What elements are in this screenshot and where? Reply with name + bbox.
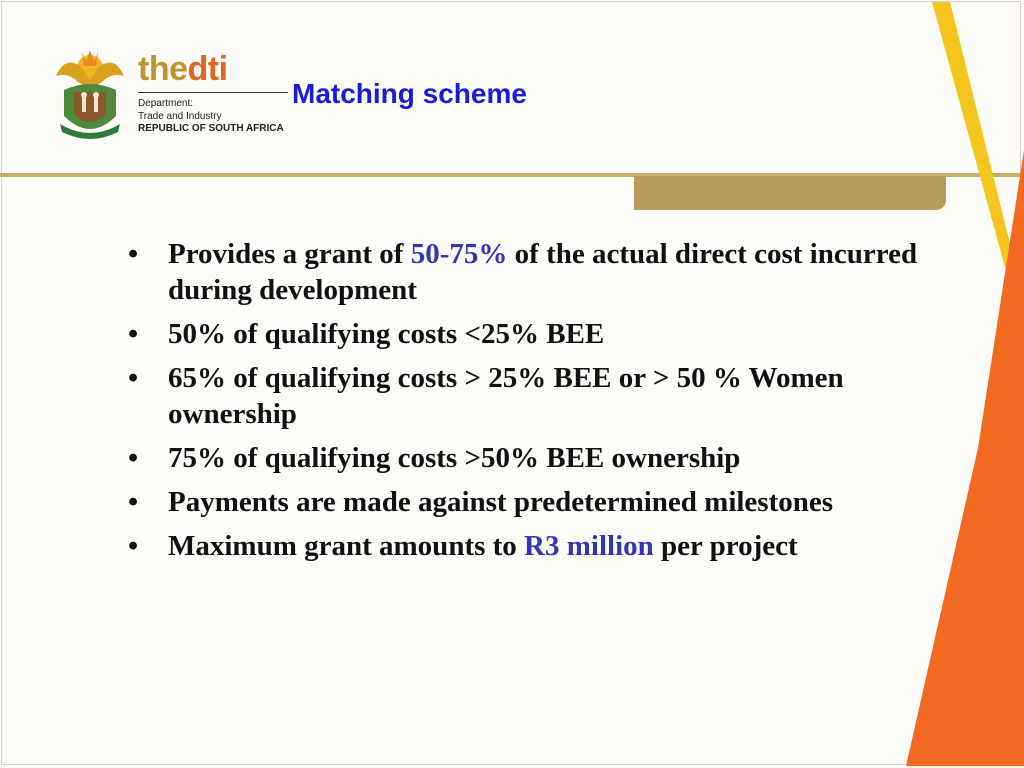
logo-line-department: Department: xyxy=(138,98,194,109)
bullet-item-65-percent xyxy=(128,360,928,432)
logo-department-text xyxy=(138,98,284,136)
bullet-dot-icon: • xyxy=(128,530,139,562)
bullet-list xyxy=(128,236,928,572)
coat-of-arms-icon xyxy=(52,46,128,144)
bullet-text-after: per project xyxy=(653,530,798,562)
bullet-text-before: Maximum grant amounts to xyxy=(168,530,525,562)
slide-title: Matching scheme xyxy=(292,78,527,109)
dti-wordmark xyxy=(138,50,228,88)
bullet-dot-icon: • xyxy=(128,442,139,474)
bullet-item-grant-range xyxy=(128,236,928,308)
bullet-highlight: 50-75% xyxy=(410,238,508,270)
bullet-item-75-percent xyxy=(128,440,928,476)
logo-divider xyxy=(138,92,288,93)
bullet-highlight: R3 million xyxy=(524,530,654,562)
bullet-item-maximum-grant xyxy=(128,528,928,564)
bullet-dot-icon: • xyxy=(128,486,139,518)
logo-line-trade-industry: Trade and Industry xyxy=(138,110,222,122)
bullet-item-payments xyxy=(128,484,928,520)
bullet-dot-icon: • xyxy=(128,362,139,394)
bullet-text: 50% of qualifying costs <25% BEE xyxy=(168,318,605,350)
bullet-text: Payments are made against predetermined milestones xyxy=(168,486,834,518)
wordmark-the: the xyxy=(138,50,188,88)
bullet-dot-icon: • xyxy=(128,238,139,270)
bullet-item-50-percent xyxy=(128,316,928,352)
wordmark-dti: dti xyxy=(187,50,228,88)
bullet-text: 75% of qualifying costs >50% BEE ownership xyxy=(168,442,741,474)
bullet-dot-icon: • xyxy=(128,318,139,350)
logo-line-republic: REPUBLIC OF SOUTH AFRICA xyxy=(138,123,284,134)
bullet-text-before: Provides a grant of xyxy=(168,238,411,270)
bullet-text: 65% of qualifying costs > 25% BEE or > 50 % Women ownership xyxy=(168,362,844,430)
bullet-text-after: of the actual direct cost incurred during development xyxy=(168,238,918,306)
